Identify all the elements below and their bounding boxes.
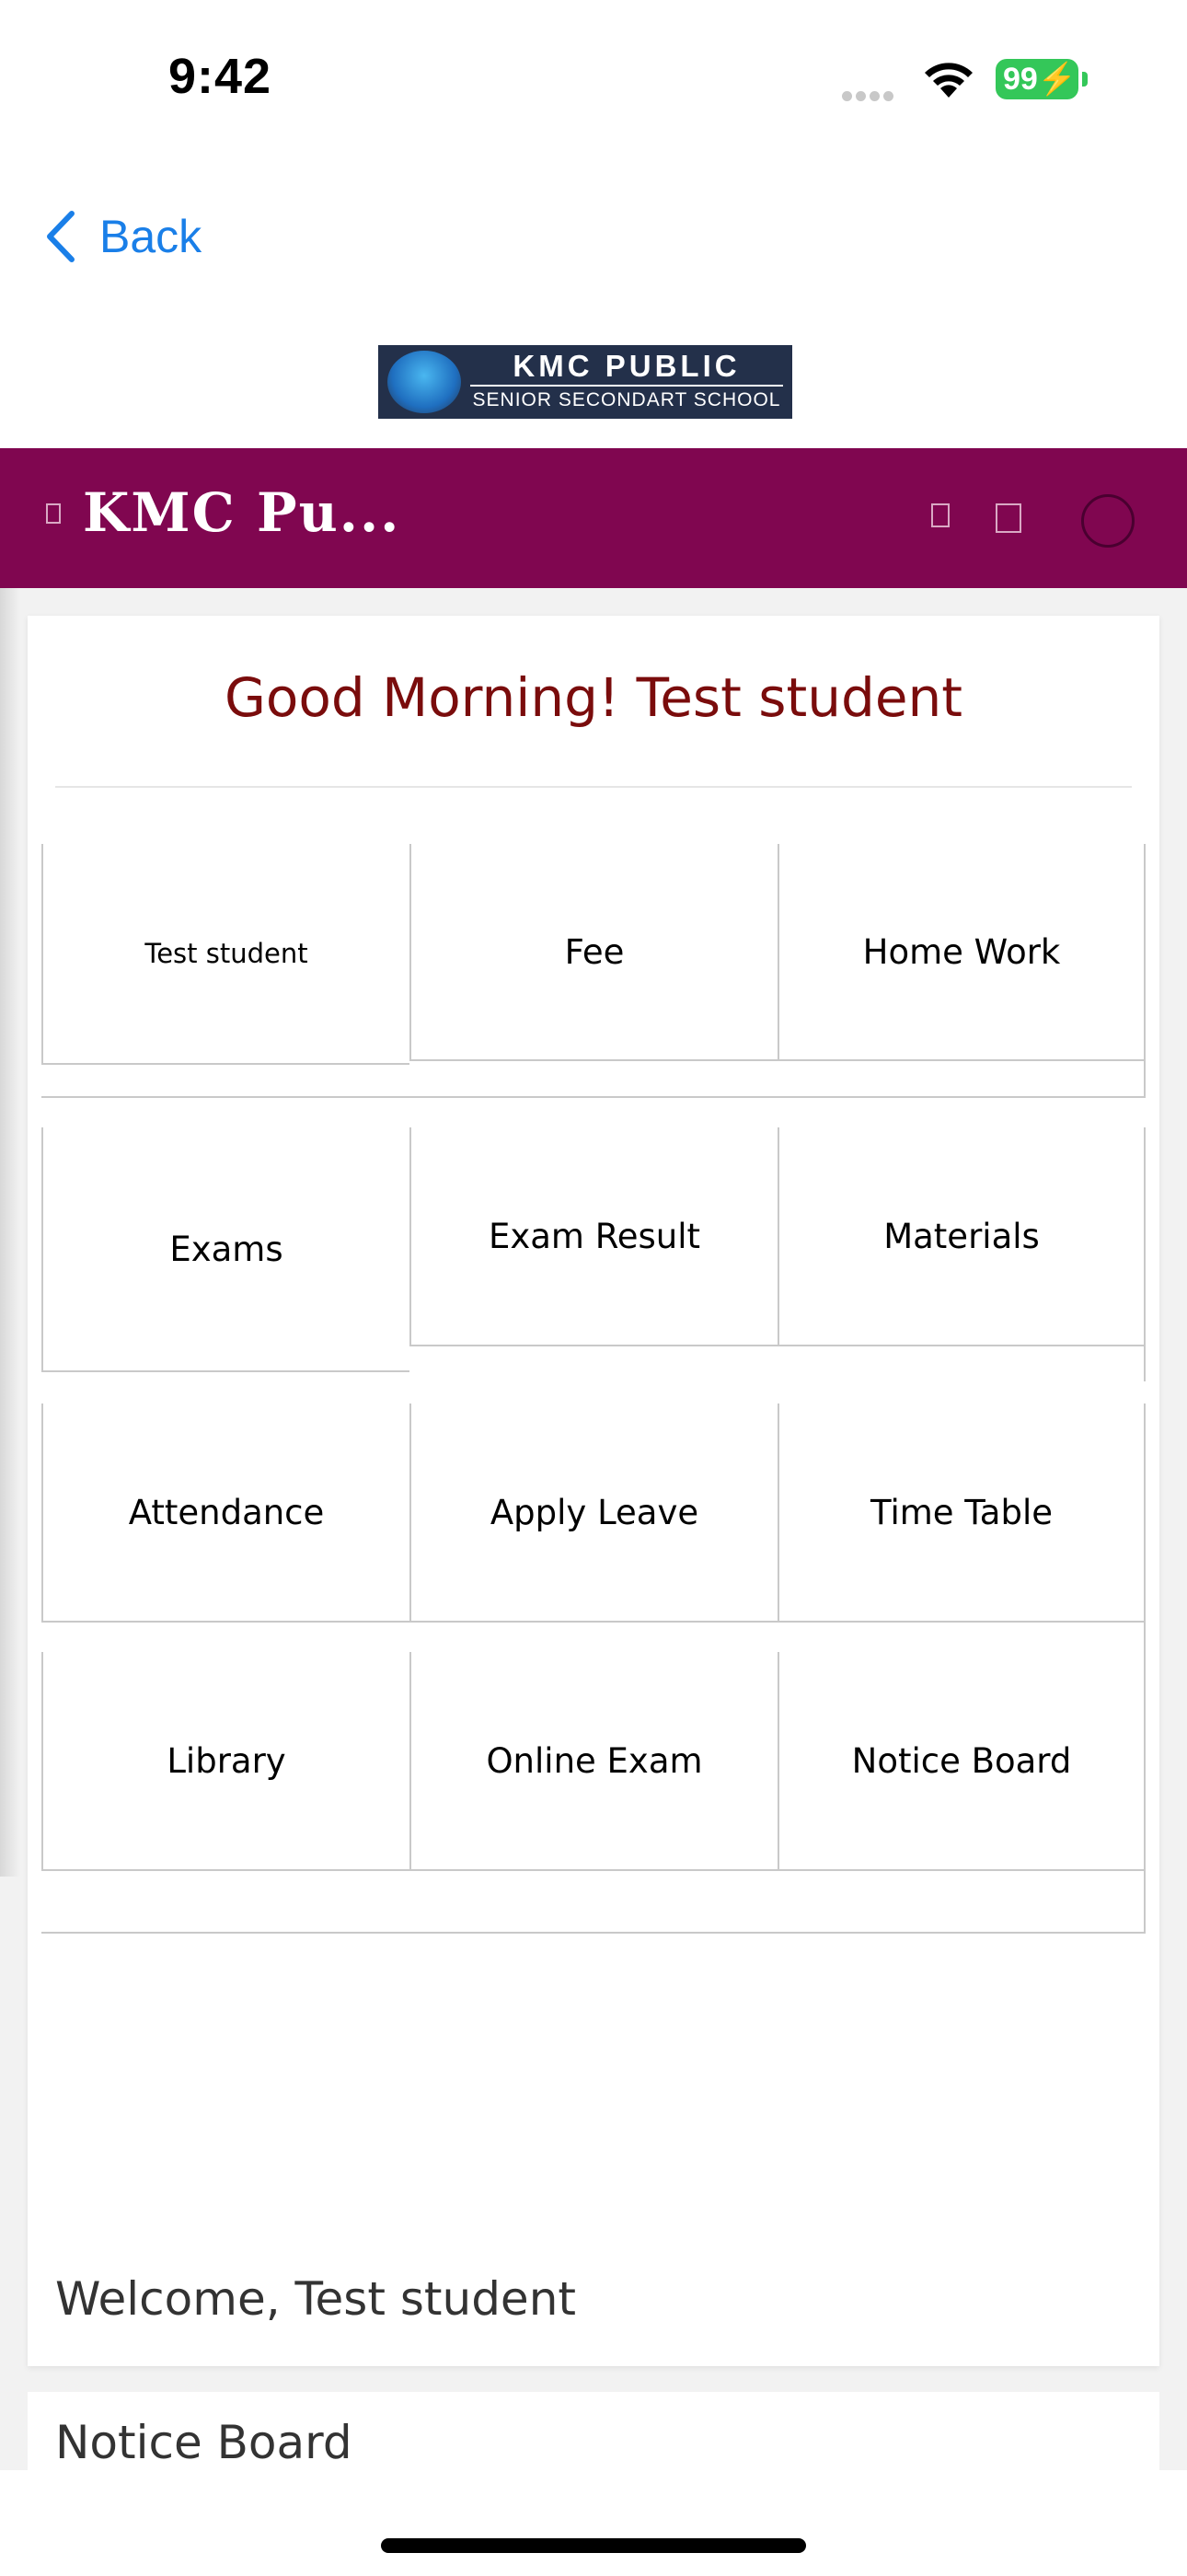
tile-fee[interactable]: Fee	[409, 844, 778, 1061]
tile-materials[interactable]: Materials	[778, 1127, 1146, 1346]
app-bar	[0, 448, 1187, 588]
tile-attendance[interactable]: Attendance	[41, 1404, 409, 1623]
school-crest-icon	[387, 351, 461, 413]
logo-line1: KMC PUBLIC	[513, 349, 741, 383]
back-label: Back	[99, 211, 202, 262]
menu-icon[interactable]	[46, 503, 61, 524]
divider	[55, 786, 1132, 788]
battery-icon: 99⚡	[996, 59, 1078, 99]
battery-level: 99	[1003, 62, 1038, 97]
status-time: 9:42	[168, 49, 272, 104]
dashboard-card	[28, 616, 1159, 2366]
tile-online-exam[interactable]: Online Exam	[409, 1652, 778, 1871]
greeting: Good Morning! Test student	[224, 666, 963, 729]
wifi-icon	[920, 57, 977, 103]
back-button[interactable]	[44, 204, 202, 269]
school-logo	[378, 345, 792, 419]
chevron-left-icon	[44, 210, 75, 263]
tile-home-work[interactable]: Home Work	[778, 844, 1146, 1061]
main-content	[0, 588, 1187, 2470]
profile-avatar[interactable]	[1081, 494, 1135, 548]
message-icon[interactable]	[996, 503, 1021, 533]
tile-exams[interactable]: Exams	[41, 1127, 409, 1372]
tile-library[interactable]: Library	[41, 1652, 409, 1871]
notice-board-heading: Notice Board	[55, 2416, 352, 2469]
battery-tip	[1082, 72, 1088, 87]
home-indicator[interactable]	[381, 2538, 806, 2553]
tile-exam-result[interactable]: Exam Result	[409, 1127, 778, 1346]
tile-notice-board[interactable]: Notice Board	[778, 1652, 1146, 1871]
welcome-text: Welcome, Test student	[55, 2272, 576, 2326]
notification-icon[interactable]	[931, 503, 950, 527]
tile-profile[interactable]: Test student	[41, 844, 409, 1065]
tile-apply-leave[interactable]: Apply Leave	[409, 1404, 778, 1623]
app-title: KMC Pu...	[83, 481, 401, 544]
status-bar	[0, 0, 1187, 156]
tile-time-table[interactable]: Time Table	[778, 1404, 1146, 1623]
cellular-signal-icon	[842, 87, 897, 105]
logo-line2: SENIOR SECONDART SCHOOL	[472, 389, 781, 410]
